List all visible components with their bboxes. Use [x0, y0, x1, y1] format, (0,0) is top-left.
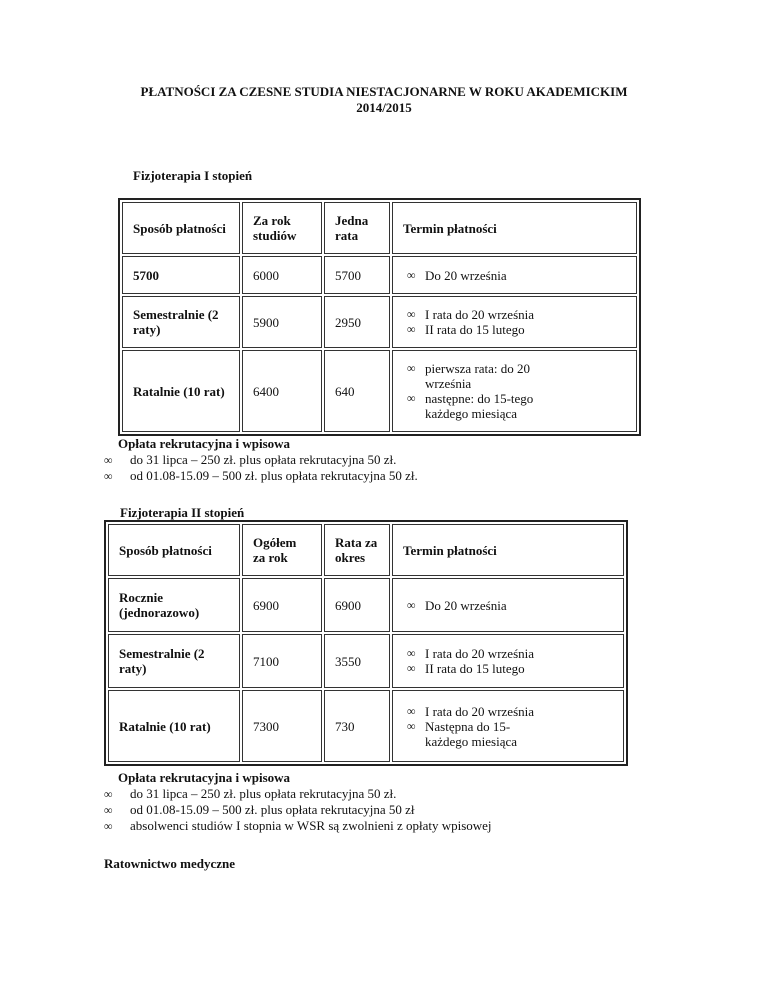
header-payment-terms: Termin płatności	[392, 202, 637, 254]
header-payment-mode: Sposób płatności	[108, 524, 240, 576]
cell-mode: Rocznie (jednorazowo)	[108, 578, 240, 632]
cell-terms	[392, 578, 624, 632]
cell-year: 6400	[242, 350, 322, 432]
cell-mode: Ratalnie (10 rat)	[122, 350, 240, 432]
cell-rate: 640	[324, 350, 390, 432]
term-item: ∞ Do 20 września	[403, 268, 626, 283]
title-line-1: PŁATNOŚCI ZA CZESNE STUDIA NIESTACJONARNE W ROKU AKADEMICKIM	[140, 84, 628, 99]
cell-rate: 5700	[324, 256, 390, 294]
table-row	[108, 634, 624, 688]
title-line-2: 2014/2015	[356, 100, 412, 115]
section-heading-fizjoterapia-1: Fizjoterapia I stopień	[133, 168, 253, 183]
term-item: ∞ I rata do 20 września	[403, 307, 626, 322]
cell-terms	[392, 350, 637, 432]
payment-table-2	[104, 520, 628, 766]
cell-rate: 6900	[324, 578, 390, 632]
cell-year: 7300	[242, 690, 322, 762]
term-item: ∞ Do 20 września	[403, 598, 613, 613]
payment-table-1	[118, 198, 641, 436]
table-header-row	[122, 202, 637, 254]
header-year-total: Za rok studiów	[242, 202, 322, 254]
cell-terms	[392, 256, 637, 294]
fee-item: ∞ od 01.08-15.09 – 500 zł. plus opłata rekrutacyjna 50 zł	[104, 802, 492, 818]
fee-item: ∞ do 31 lipca – 250 zł. plus opłata rekrutacyjna 50 zł.	[104, 786, 492, 802]
fee-item: ∞ od 01.08-15.09 – 500 zł. plus opłata rekrutacyjna 50 zł.	[104, 468, 418, 484]
cell-mode: Semestralnie (2 raty)	[108, 634, 240, 688]
table-row	[122, 256, 637, 294]
cell-year: 7100	[242, 634, 322, 688]
cell-rate: 2950	[324, 296, 390, 348]
cell-mode: 5700	[122, 256, 240, 294]
fees-notes-2	[104, 770, 492, 834]
document-title	[90, 84, 678, 116]
cell-year: 6000	[242, 256, 322, 294]
cell-rate: 730	[324, 690, 390, 762]
term-item: ∞ I rata do 20 września	[403, 646, 613, 661]
cell-mode: Semestralnie (2 raty)	[122, 296, 240, 348]
table-row	[122, 350, 637, 432]
fees-notes-1	[104, 436, 418, 484]
cell-year: 6900	[242, 578, 322, 632]
fee-item: ∞ absolwenci studiów I stopnia w WSR są zwolnieni z opłaty wpisowej	[104, 818, 492, 834]
term-item: ∞ II rata do 15 lutego	[403, 661, 613, 676]
header-installment: Rata za okres	[324, 524, 390, 576]
fees-heading: Opłata rekrutacyjna i wpisowa	[118, 770, 291, 785]
term-item: ∞ I rata do 20 września	[403, 704, 553, 719]
cell-terms	[392, 296, 637, 348]
section-heading-ratownictwo: Ratownictwo medyczne	[104, 856, 236, 871]
cell-mode: Ratalnie (10 rat)	[108, 690, 240, 762]
table-row	[122, 296, 637, 348]
cell-year: 5900	[242, 296, 322, 348]
cell-terms	[392, 690, 624, 762]
fees-heading: Opłata rekrutacyjna i wpisowa	[118, 436, 291, 451]
term-item: ∞ następne: do 15-tego każdego miesiąca	[403, 391, 553, 421]
table-row	[108, 690, 624, 762]
cell-rate: 3550	[324, 634, 390, 688]
header-year-total: Ogółem za rok	[242, 524, 322, 576]
table-row	[108, 578, 624, 632]
term-item: ∞ pierwsza rata: do 20 września	[403, 361, 553, 391]
table-header-row	[108, 524, 624, 576]
fee-item: ∞ do 31 lipca – 250 zł. plus opłata rekrutacyjna 50 zł.	[104, 452, 418, 468]
term-item: ∞ II rata do 15 lutego	[403, 322, 626, 337]
header-payment-terms: Termin płatności	[392, 524, 624, 576]
header-payment-mode: Sposób płatności	[122, 202, 240, 254]
section-heading-fizjoterapia-2: Fizjoterapia II stopień	[120, 505, 245, 520]
cell-terms	[392, 634, 624, 688]
header-installment: Jedna rata	[324, 202, 390, 254]
term-item: ∞ Następna do 15- każdego miesiąca	[403, 719, 553, 749]
